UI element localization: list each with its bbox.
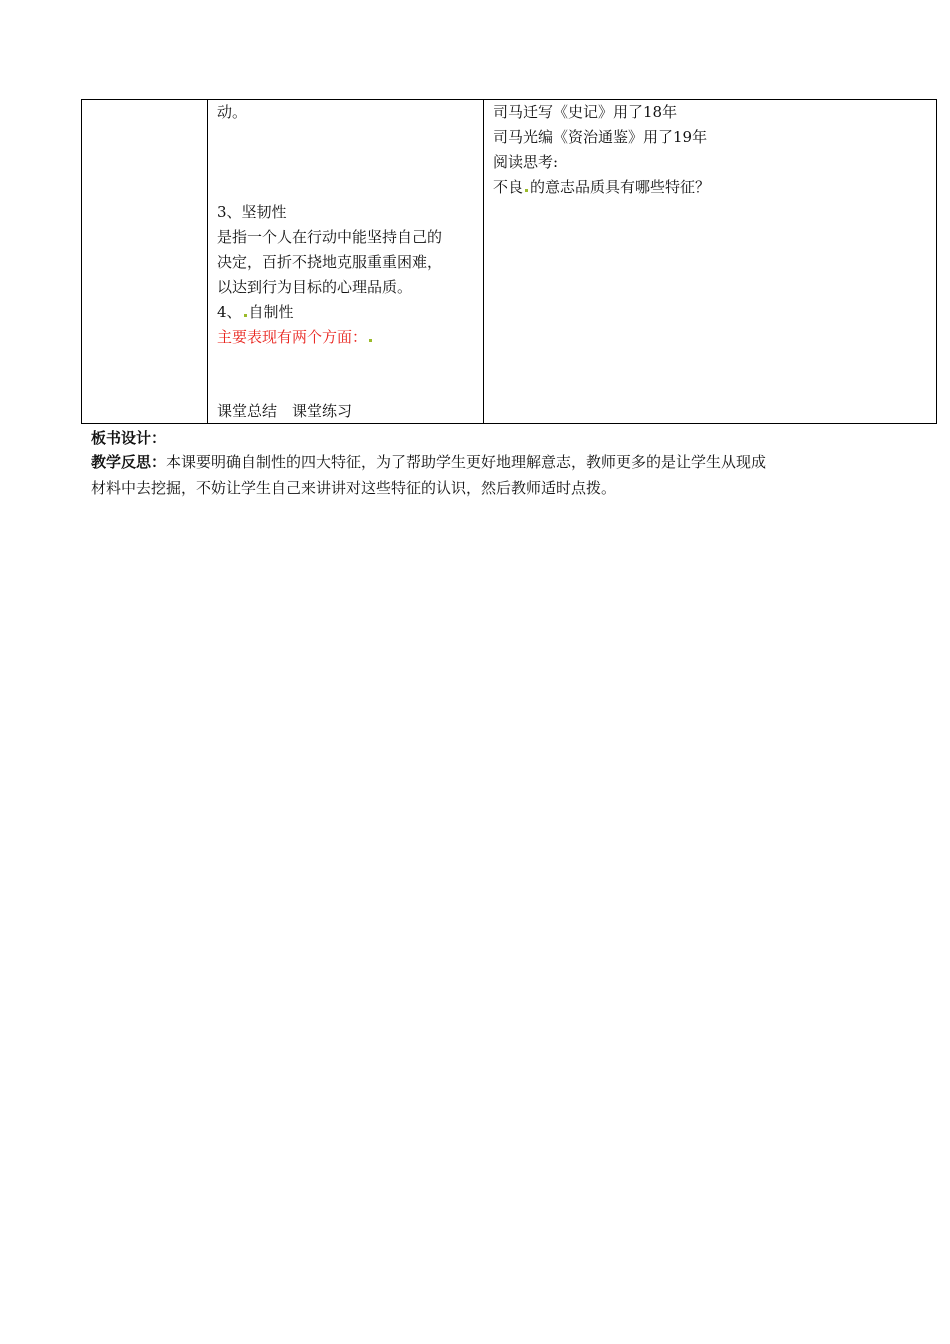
table-cell-content [208,100,484,424]
text-line: 司马迁写《史记》用了18年 [493,103,678,121]
summary-line: 课堂总结 课堂练习 [217,402,353,420]
reflection-line [91,450,766,475]
marker-dot [525,189,528,192]
table-row [82,100,937,424]
lesson-table [81,99,937,424]
reflection-text: 本课要明确自制性的四大特征，为了帮助学生更好地理解意志，教师更多的是让学生从现成 [166,453,767,471]
table-cell-content [484,100,937,424]
heading-text: 自制性 [248,303,294,321]
text-line: 决定，百折不挠地克服重重困难， [217,253,443,271]
section-heading [217,300,294,325]
text-line: 司马光编《资治通鉴》用了19年 [493,128,708,146]
marker-dot [244,314,247,317]
reflection-line: 材料中去挖掘，不妨让学生自己来讲讲对这些特征的认识，然后教师适时点拨。 [91,479,617,497]
text-line: 阅读思考: [493,153,559,171]
board-design-label: 板书设计： [91,429,167,447]
reflection-label: 教学反思： [91,453,167,471]
table-cell-empty [82,100,208,424]
line-rest: 的意志品质具有哪些特征？ [530,178,711,196]
line-prefix: 不良 [493,178,524,196]
section-heading: 3、坚韧性 [217,203,287,221]
heading-prefix: 4、 [217,303,242,321]
red-note-text: 主要表现有两个方面： [217,328,368,346]
text-line [493,175,710,200]
text-line: 以达到行为目标的心理品质。 [217,278,413,296]
text-line: 是指一个人在行动中能坚持自己的 [217,228,443,246]
marker-dot [369,339,372,342]
text-line: 动。 [217,103,248,121]
highlight-note [217,325,374,350]
